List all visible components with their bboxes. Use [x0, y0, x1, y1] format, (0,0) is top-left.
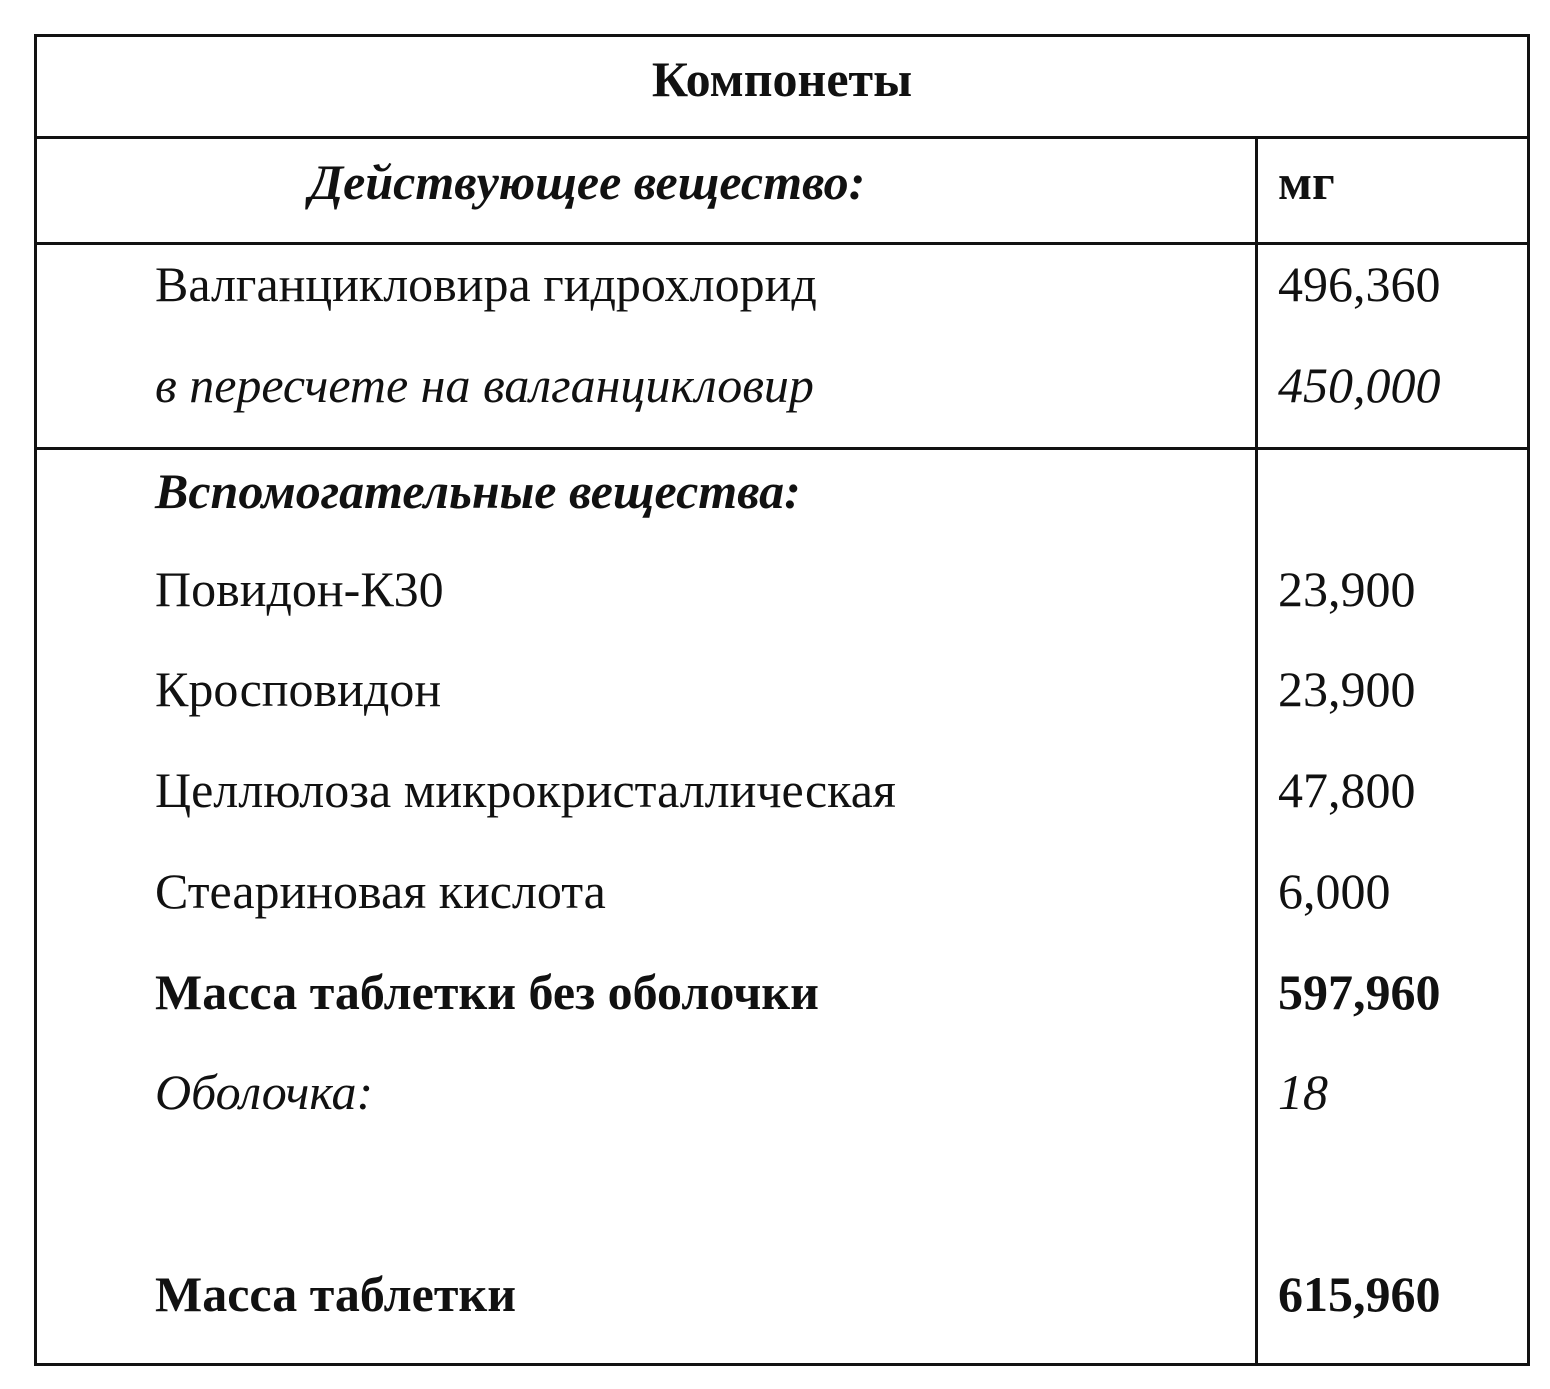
- column-divider: [1255, 136, 1258, 1363]
- unit-heading: мг: [1278, 154, 1335, 210]
- subheader-divider: [37, 242, 1527, 245]
- uncoated-mass-label: Масса таблетки без оболочки: [155, 964, 819, 1020]
- active-row-value: 496,360: [1278, 256, 1441, 312]
- excipient-row-value: 23,900: [1278, 561, 1416, 617]
- table-header: Компонеты: [651, 51, 913, 107]
- excipient-row-name: Целлюлоза микрокристаллическая: [155, 762, 896, 818]
- header-divider: [37, 136, 1527, 139]
- composition-table: [34, 34, 1530, 1366]
- section-divider: [37, 447, 1527, 450]
- coating-value: 18: [1278, 1064, 1328, 1120]
- excipient-row-value: 6,000: [1278, 863, 1391, 919]
- active-row-value: 450,000: [1278, 357, 1441, 413]
- excipient-row-name: Стеариновая кислота: [155, 863, 606, 919]
- excipient-row-value: 23,900: [1278, 661, 1416, 717]
- excipients-section-heading: Вспомогательные вещества:: [155, 463, 801, 519]
- excipient-row-name: Повидон-К30: [155, 561, 444, 617]
- tablet-mass-label: Масса таблетки: [155, 1266, 517, 1322]
- excipient-row-value: 47,800: [1278, 762, 1416, 818]
- active-row-name: Валганцикловира гидрохлорид: [155, 256, 817, 312]
- excipient-row-name: Кросповидон: [155, 661, 442, 717]
- coating-label: Оболочка:: [155, 1064, 374, 1120]
- uncoated-mass-value: 597,960: [1278, 964, 1441, 1020]
- active-row-name: в пересчете на валганцикловир: [155, 357, 814, 413]
- active-section-heading: Действующее вещество:: [309, 154, 866, 210]
- tablet-mass-value: 615,960: [1278, 1266, 1441, 1322]
